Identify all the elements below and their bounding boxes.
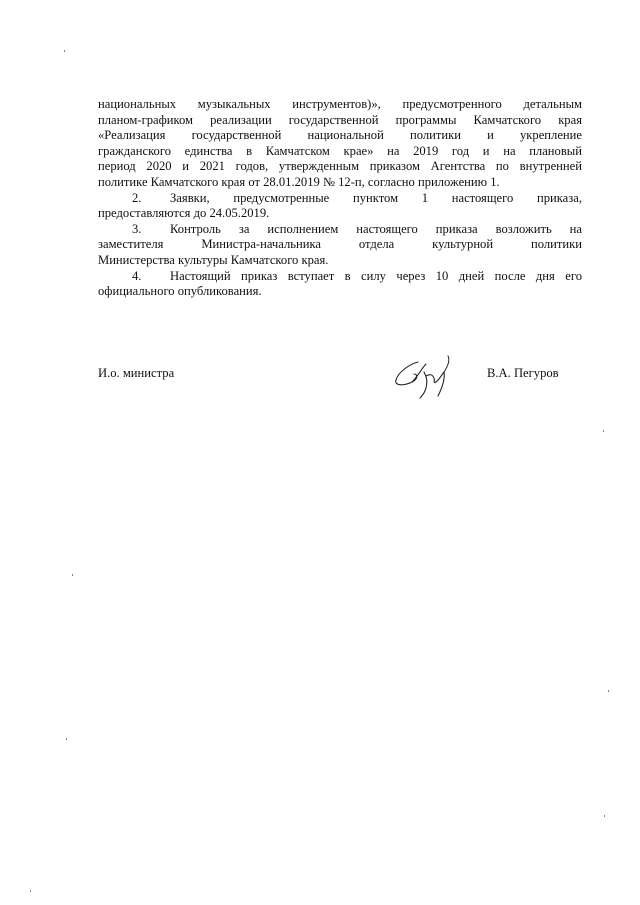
signature-block bbox=[98, 366, 582, 396]
document-body bbox=[98, 97, 582, 300]
handwritten-signature bbox=[388, 352, 468, 402]
item-first-line bbox=[98, 222, 582, 238]
scan-speck bbox=[30, 890, 31, 892]
text-line: предоставляются до 24.05.2019. bbox=[98, 206, 270, 221]
item-2 bbox=[98, 191, 582, 222]
text-line: Контроль за исполнением настоящего приказа возложить на bbox=[170, 221, 582, 236]
text-line: заместителя Министра-начальника отдела культурной политики bbox=[98, 237, 582, 252]
item-3 bbox=[98, 222, 582, 269]
text-line: официального опубликования. bbox=[98, 284, 262, 299]
scan-speck bbox=[608, 690, 609, 692]
text-line: период 2020 и 2021 годов, утвержденным приказом Агентства по внутренней bbox=[98, 159, 582, 174]
scan-speck bbox=[604, 815, 605, 817]
signatory-role: И.о. министра bbox=[98, 366, 175, 380]
text-line: Заявки, предусмотренные пунктом 1 настоящего приказа, bbox=[170, 190, 582, 205]
text-line: политике Камчатского края от 28.01.2019 № 12-п, согласно приложению 1. bbox=[98, 174, 500, 189]
text-line: Настоящий приказ вступает в силу через 10 дней после дня его bbox=[170, 268, 582, 283]
scan-speck bbox=[603, 430, 604, 432]
text-line: планом-графиком реализации государственной программы Камчатского края bbox=[98, 112, 582, 127]
item-number: 4. bbox=[132, 268, 142, 283]
text-line: Министерства культуры Камчатского края. bbox=[98, 252, 329, 267]
item-number: 2. bbox=[132, 190, 142, 205]
text-line: национальных музыкальных инструментов)», предусмотренного детальным bbox=[98, 97, 582, 111]
item-number: 3. bbox=[132, 221, 142, 236]
item-4 bbox=[98, 269, 582, 300]
paragraph-continuation bbox=[98, 97, 582, 191]
scan-speck bbox=[72, 574, 73, 576]
scan-speck bbox=[64, 50, 65, 52]
scan-speck bbox=[66, 738, 67, 740]
signatory-name: В.А. Пегуров bbox=[487, 366, 559, 380]
item-first-line bbox=[98, 269, 582, 285]
text-line: гражданского единства в Камчатском крае» на 2019 год и на плановый bbox=[98, 143, 582, 158]
text-line: «Реализация государственной национальной политики и укрепление bbox=[98, 128, 582, 143]
item-first-line bbox=[98, 191, 582, 207]
